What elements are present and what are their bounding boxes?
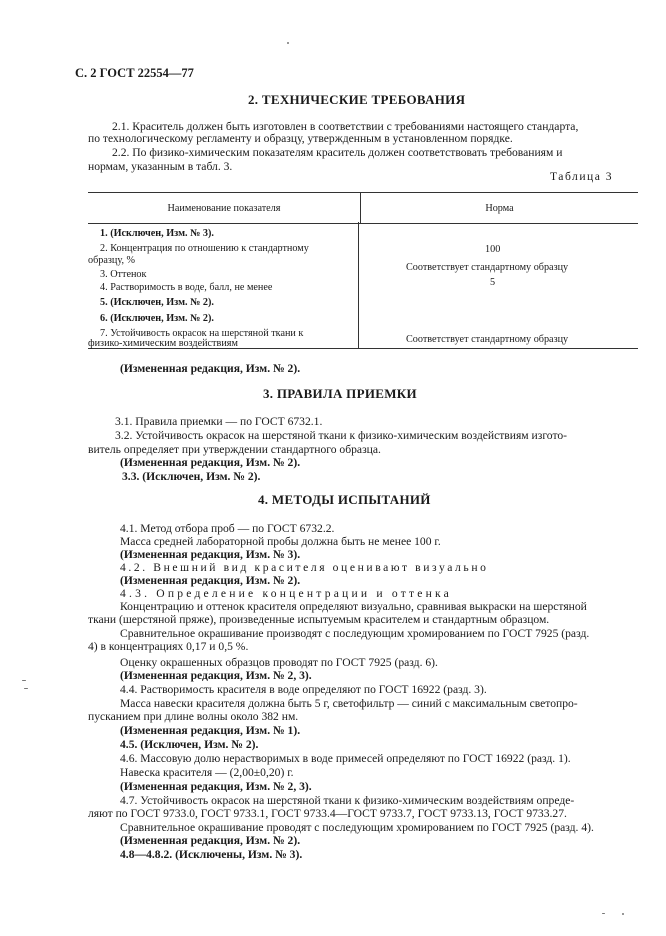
para-4-6-line2: Навеска красителя — (2,00±0,20) г. xyxy=(120,766,294,779)
page-header: С. 2 ГОСТ 22554—77 xyxy=(75,66,194,80)
para-3-2-line2: витель определяет при утверждении стандартного образца. xyxy=(88,443,381,456)
table-row-5: 5. (Исключен, Изм. № 2). xyxy=(100,297,214,308)
scan-speck xyxy=(22,680,26,681)
para-4-3-line5: Оценку окрашенных образцов проводят по ГОСТ 7925 (разд. 6). xyxy=(120,656,438,669)
para-3-2-line1: 3.2. Устойчивость окрасок на шерстяной ткани к физико-химическим воздействиям изгото- xyxy=(115,429,568,442)
para-4-1: 4.1. Метод отбора проб — по ГОСТ 6732.2. xyxy=(120,522,335,535)
para-4-7-line1: 4.7. Устойчивость окрасок на шерстяной ткани к физико-химическим воздействиям опреде- xyxy=(120,794,575,807)
para-4-6-note: (Измененная редакция, Изм. № 2, 3). xyxy=(120,780,312,793)
para-4-4-line1: 4.4. Растворимость красителя в воде определяют по ГОСТ 16922 (разд. 3). xyxy=(120,683,487,696)
para-4-2-note: (Измененная редакция, Изм. № 2). xyxy=(120,574,301,587)
col-header-name: Наименование показателя xyxy=(88,193,361,224)
para-4-7-line3: Сравнительное окрашивание проводят с последующим хромированием по ГОСТ 7925 (разд. 4). xyxy=(120,821,594,834)
table-row-4-norm: 5 xyxy=(490,277,496,288)
scan-speck xyxy=(622,913,624,915)
para-4-3-line1: Концентрацию и оттенок красителя определяют визуально, сравнивая выкраски на шерстяной xyxy=(120,600,587,613)
para-4-8: 4.8—4.8.2. (Исключены, Изм. № 3). xyxy=(120,848,303,861)
para-4-3-line3: Сравнительное окрашивание производят с последующим хромированием по ГОСТ 7925 (разд. xyxy=(120,627,590,640)
scan-speck xyxy=(24,688,28,689)
table-row-2-norm: 100 xyxy=(485,244,501,255)
para-2-2-line1: 2.2. По физико-химическим показателям краситель должен соответствовать требованиям и xyxy=(112,146,563,159)
para-4-4-line2: Масса навески красителя должна быть 5 г, светофильтр — синий с максимальным светопро- xyxy=(120,697,578,710)
para-2-1-line2: по технологическому регламенту и образцу, утвержденным в установленном порядке. xyxy=(88,132,513,145)
para-4-3-line4: 4) в концентрациях 0,17 и 0,5 %. xyxy=(88,640,249,653)
table-row-2: 2. Концентрация по отношению к стандартному xyxy=(100,243,309,254)
table-label: Таблица 3 xyxy=(550,170,614,183)
para-4-3: 4.3. Определение концентрации и оттенка xyxy=(120,587,452,600)
table-row-6: 6. (Исключен, Изм. № 2). xyxy=(100,313,214,324)
section-2-title: 2. ТЕХНИЧЕСКИЕ ТРЕБОВАНИЯ xyxy=(248,92,466,107)
para-4-3-note: (Измененная редакция, Изм. № 2, 3). xyxy=(120,669,312,682)
section-3-title: 3. ПРАВИЛА ПРИЕМКИ xyxy=(263,386,417,401)
section-4-title: 4. МЕТОДЫ ИСПЫТАНИЙ xyxy=(258,492,431,507)
para-4-1-note: (Измененная редакция, Изм. № 3). xyxy=(120,548,301,561)
para-3-3: 3.3. (Исключен, Изм. № 2). xyxy=(122,470,261,483)
para-4-1-mass: Масса средней лабораторной пробы должна быть не менее 100 г. xyxy=(120,535,441,548)
table-row-2-cont: образцу, % xyxy=(88,255,136,266)
para-4-3-line2: ткани (шерстяной пряже), произведенные испытуемым красителем и стандартным образцом. xyxy=(88,613,550,626)
para-4-5: 4.5. (Исключен, Изм. № 2). xyxy=(120,738,259,751)
col-header-norm: Норма xyxy=(361,193,639,224)
table-row-7: 7. Устойчивость окрасок на шерстяной ткани к xyxy=(100,328,304,339)
para-2-2-line2: нормам, указанным в табл. 3. xyxy=(88,160,233,173)
para-4-7-line2: ляют по ГОСТ 9733.0, ГОСТ 9733.1, ГОСТ 9733.4—ГОСТ 9733.7, ГОСТ 9733.13, ГОСТ 9733.27. xyxy=(88,807,567,820)
table-row-7-cont: физико-химическим воздействиям xyxy=(88,338,238,349)
table-row-7-norm: Соответствует стандартному образцу xyxy=(406,334,569,345)
table-note: (Измененная редакция, Изм. № 2). xyxy=(120,362,301,375)
scan-speck xyxy=(602,913,605,914)
para-4-4-line3: пусканием при длине волны около 382 нм. xyxy=(88,710,299,723)
para-4-7-note: (Измененная редакция, Изм. № 2). xyxy=(120,834,301,847)
para-2-1-line1: 2.1. Краситель должен быть изготовлен в соответствии с требованиями настоящего стандарта, xyxy=(112,120,579,133)
para-4-2: 4.2. Внешний вид красителя оценивают визуально xyxy=(120,561,489,574)
table-row-3-norm: Соответствует стандартному образцу xyxy=(406,262,569,273)
para-4-4-note: (Измененная редакция, Изм. № 1). xyxy=(120,724,301,737)
table-row-3: 3. Оттенок xyxy=(100,269,147,280)
table-body xyxy=(88,222,638,348)
scan-speck xyxy=(287,42,289,44)
table-row-4: 4. Растворимость в воде, балл, не менее xyxy=(100,282,273,293)
para-4-6-line1: 4.6. Массовую долю нерастворимых в воде примесей определяют по ГОСТ 16922 (разд. 1). xyxy=(120,752,571,765)
table-3 xyxy=(88,192,638,224)
table-row-1: 1. (Исключен, Изм. № 3). xyxy=(100,228,214,239)
para-3-1: 3.1. Правила приемки — по ГОСТ 6732.1. xyxy=(115,415,323,428)
para-3-note: (Измененная редакция, Изм. № 2). xyxy=(120,456,301,469)
